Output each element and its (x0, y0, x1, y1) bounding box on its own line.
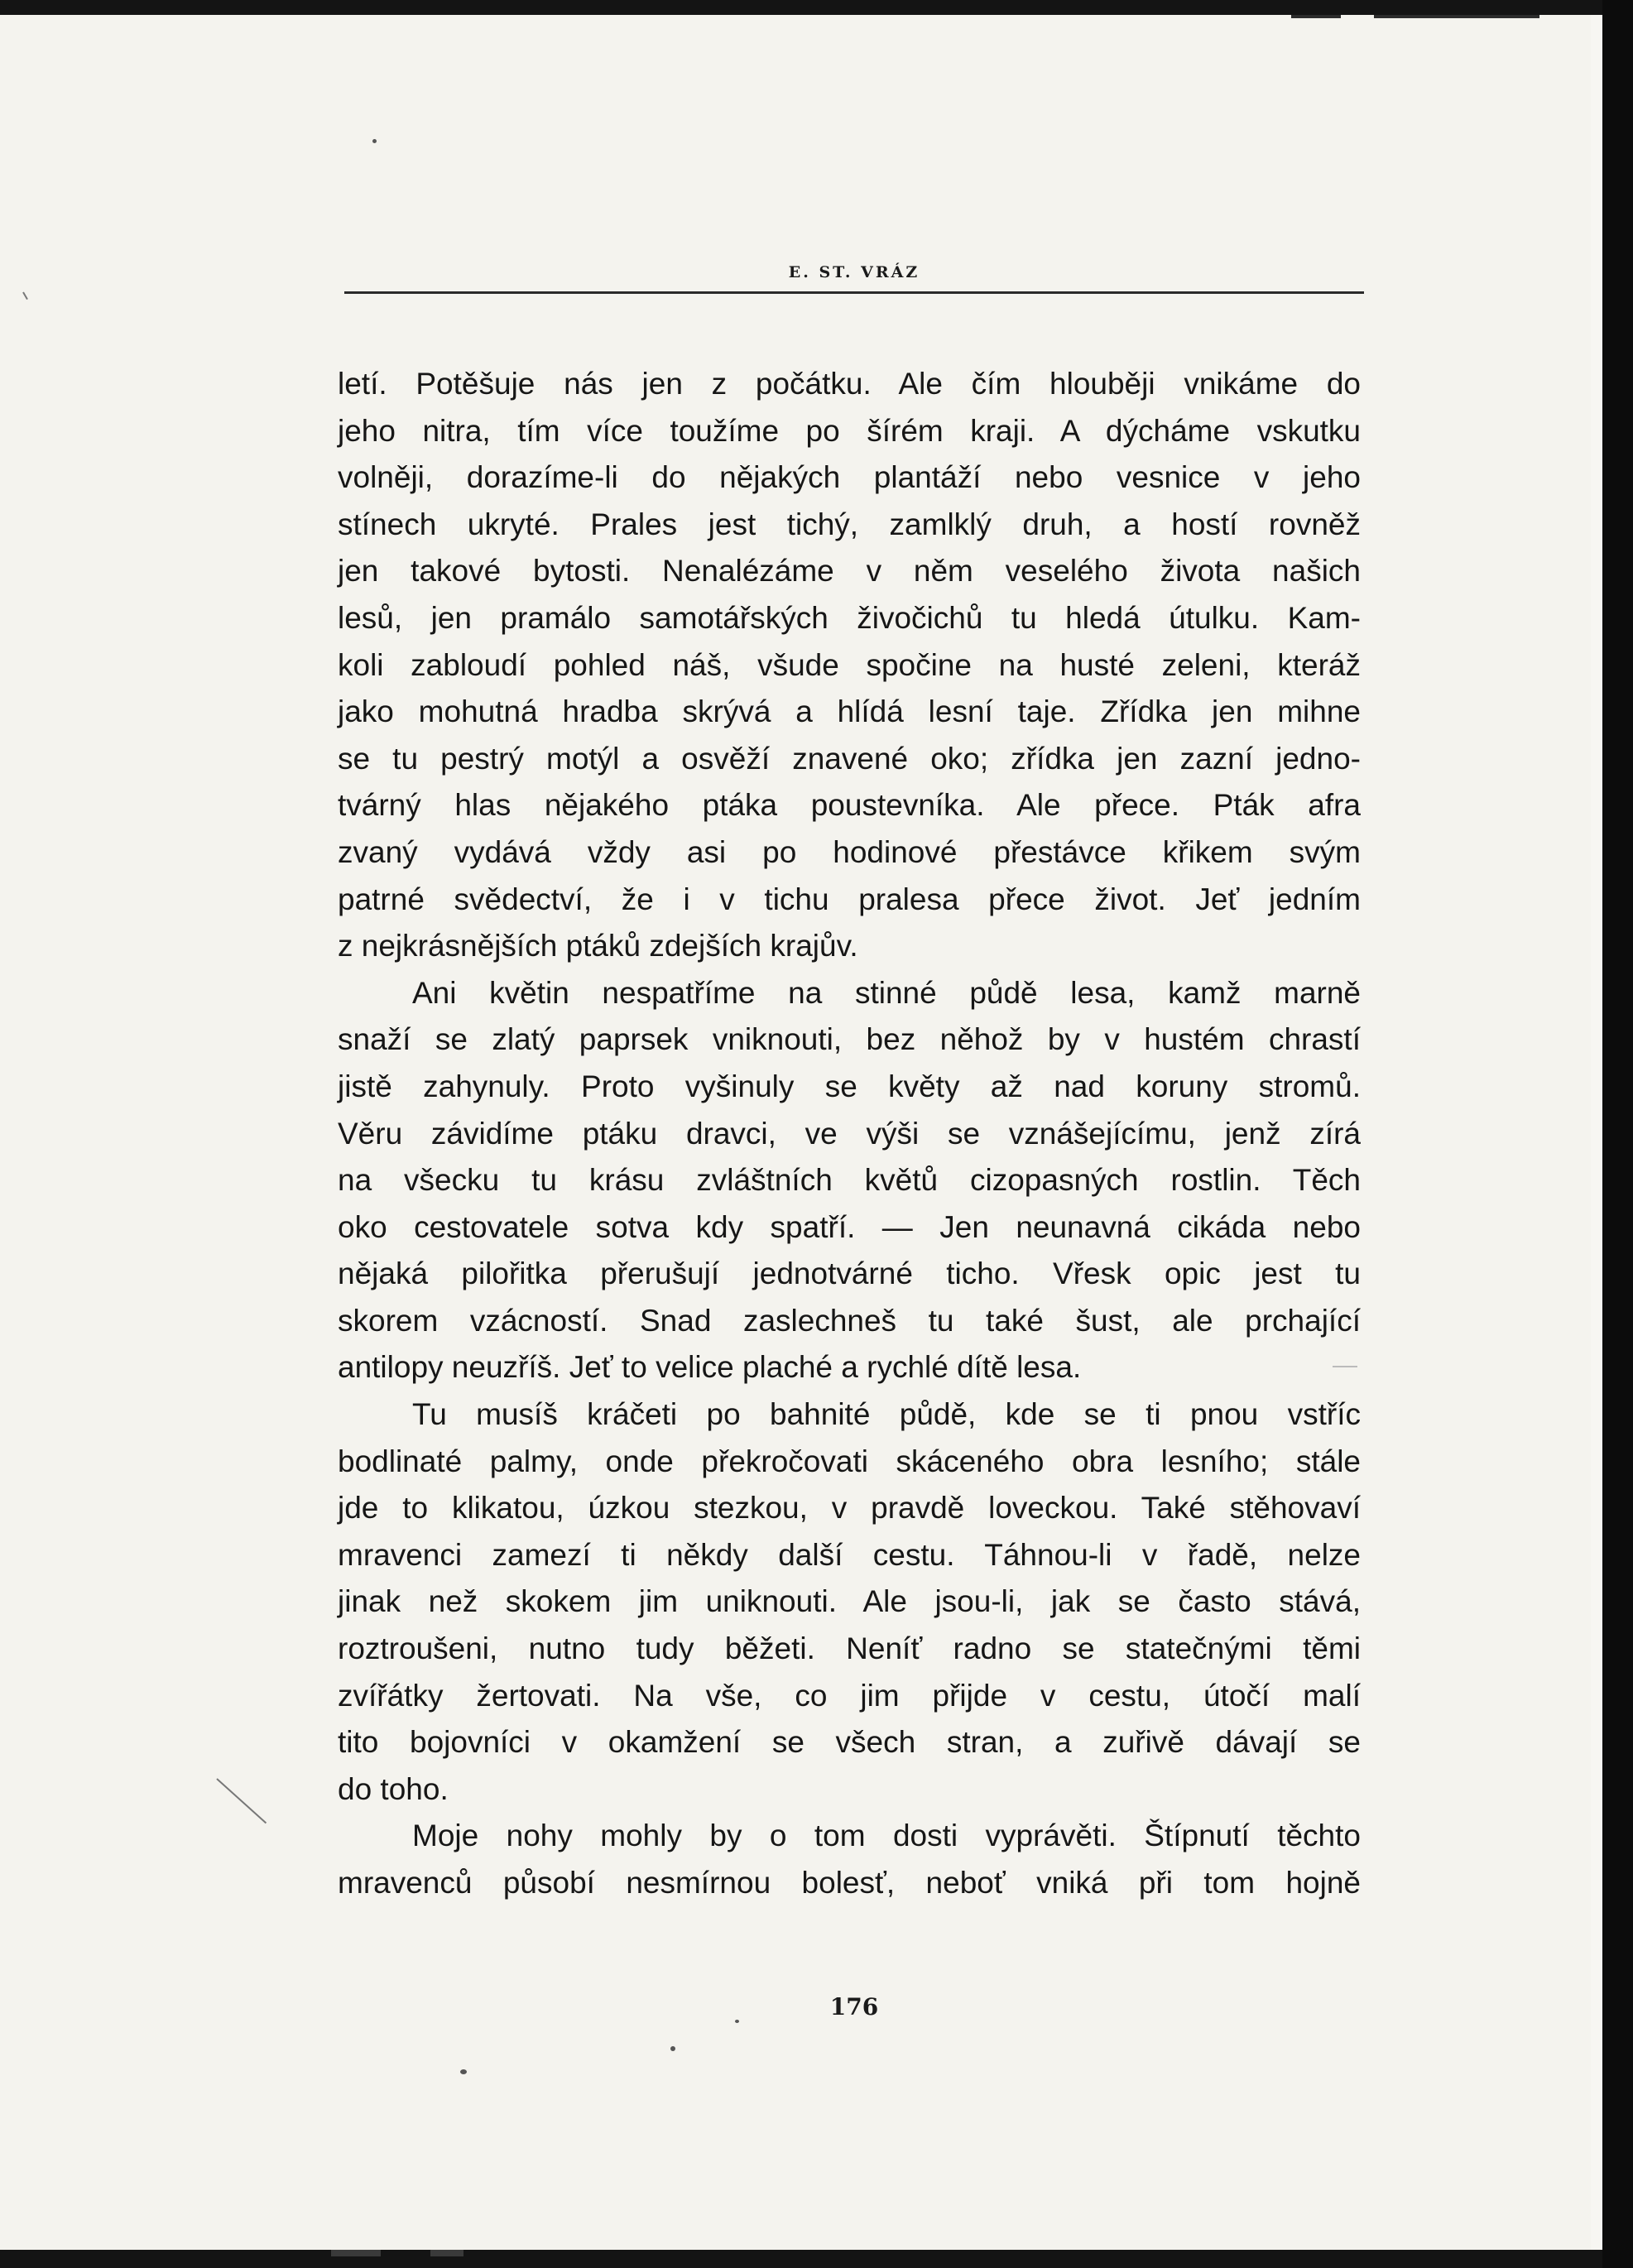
text-line: Ani květin nespatříme na stinné půdě lesa, kamž marně (412, 975, 1361, 1010)
scan-speck (372, 139, 377, 143)
text-line: oko cestovatele sotva kdy spatří. — Jen neunavná cikáda nebo (338, 1209, 1361, 1244)
scan-artifact (331, 2250, 381, 2256)
text-line: lesů, jen pramálo samotářských živočichů tu hledá útulku. Kam- (338, 600, 1361, 635)
text-line: volněji, dorazíme-li do nějakých plantáží nebo vesnice v jeho (338, 460, 1361, 495)
text-line: jako mohutná hradba skrývá a hlídá lesní taje. Zřídka jen mihne (338, 694, 1361, 729)
text-line: letí. Potěšuje nás jen z počátku. Ale čím hlouběji vnikáme do (338, 367, 1361, 401)
text-line: zvířátky žertovati. Na vše, co jim přijde v cestu, útočí malí (338, 1678, 1361, 1713)
text-line: snaží se zlatý paprsek vniknouti, bez něhož by v hustém chrastí (338, 1022, 1361, 1057)
text-line: Věru závidíme ptáku dravci, ve výši se vznášejícímu, jenž zírá (338, 1116, 1361, 1151)
scan-speck (670, 2046, 675, 2051)
scan-artifact (1291, 15, 1341, 18)
text-line: jde to klikatou, úzkou stezkou, v pravdě loveckou. Také stěhovaví (338, 1491, 1361, 1526)
scan-artifact (1374, 15, 1539, 18)
text-line: jinak než skokem jim uniknouti. Ale jsou-li, jak se často stává, (338, 1584, 1361, 1619)
page-number: 176 (829, 1993, 879, 2021)
text-line: patrné svědectví, že i v tichu pralesa přece život. Jeť jedním (338, 882, 1361, 916)
text-line: skorem vzácností. Snad zaslechneš tu také šust, ale prchající (338, 1303, 1361, 1338)
text-line: do toho. (338, 1771, 449, 1806)
text-line: antilopy neuzříš. Jeť to velice plaché a rychlé dítě lesa. (338, 1350, 1082, 1385)
scan-speck (735, 2020, 739, 2023)
text-line: bodlinaté palmy, onde překročovati skáceného obra lesního; stále (338, 1444, 1361, 1478)
header-rule (344, 291, 1364, 294)
text-line: jen takové bytosti. Nenalézáme v něm veselého života našich (338, 554, 1361, 589)
text-line: mravenců působí nesmírnou bolesť, neboť vniká při tom hojně (338, 1866, 1361, 1900)
text-line: koli zabloudí pohled náš, všude spočine na husté zeleni, kteráž (338, 647, 1361, 682)
text-line: se tu pestrý motýl a osvěží znavené oko; zřídka jen zazní jedno- (338, 741, 1361, 776)
running-head: E. ST. VRÁZ (788, 263, 920, 281)
page-edge (1591, 15, 1602, 2250)
text-line: jeho nitra, tím více toužíme po šírém kraji. A dýcháme vskutku (338, 413, 1361, 448)
text-line: mravenci zamezí ti někdy další cestu. Táhnou-li v řadě, nelze (338, 1537, 1361, 1572)
scan-speck (460, 2069, 467, 2074)
scan-artifact (430, 2250, 463, 2256)
text-line: na všecku tu krásu zvláštních květů cizopasných rostlin. Těch (338, 1163, 1361, 1198)
scan-border (1602, 0, 1633, 2268)
body-text (338, 361, 1361, 1907)
text-line: tvárný hlas nějakého ptáka poustevníka. Ale přece. Pták afra (338, 788, 1361, 823)
text-line: Moje nohy mohly by o tom dosti vyprávěti. Štípnutí těchto (412, 1819, 1361, 1853)
text-line: nějaká pilořitka přerušují jednotvárné ticho. Vřesk opic jest tu (338, 1257, 1361, 1291)
text-line: tito bojovníci v okamžení se všech stran, a zuřivě dávají se (338, 1725, 1361, 1760)
text-line: z nejkrásnějších ptáků zdejších krajův. (338, 929, 858, 963)
text-line: stínech ukryté. Prales jest tichý, zamlklý druh, a hostí rovněž (338, 507, 1361, 541)
scan-scratch (1333, 1366, 1357, 1367)
text-line: roztroušeni, nutno tudy běžeti. Neníť radno se statečnými těmi (338, 1631, 1361, 1666)
text-line: jistě zahynuly. Proto vyšinuly se květy až nad koruny stromů. (338, 1069, 1361, 1103)
text-line: zvaný vydává vždy asi po hodinové přestávce křikem svým (338, 834, 1361, 869)
text-line: Tu musíš kráčeti po bahnité půdě, kde se ti pnou vstříc (412, 1397, 1361, 1432)
